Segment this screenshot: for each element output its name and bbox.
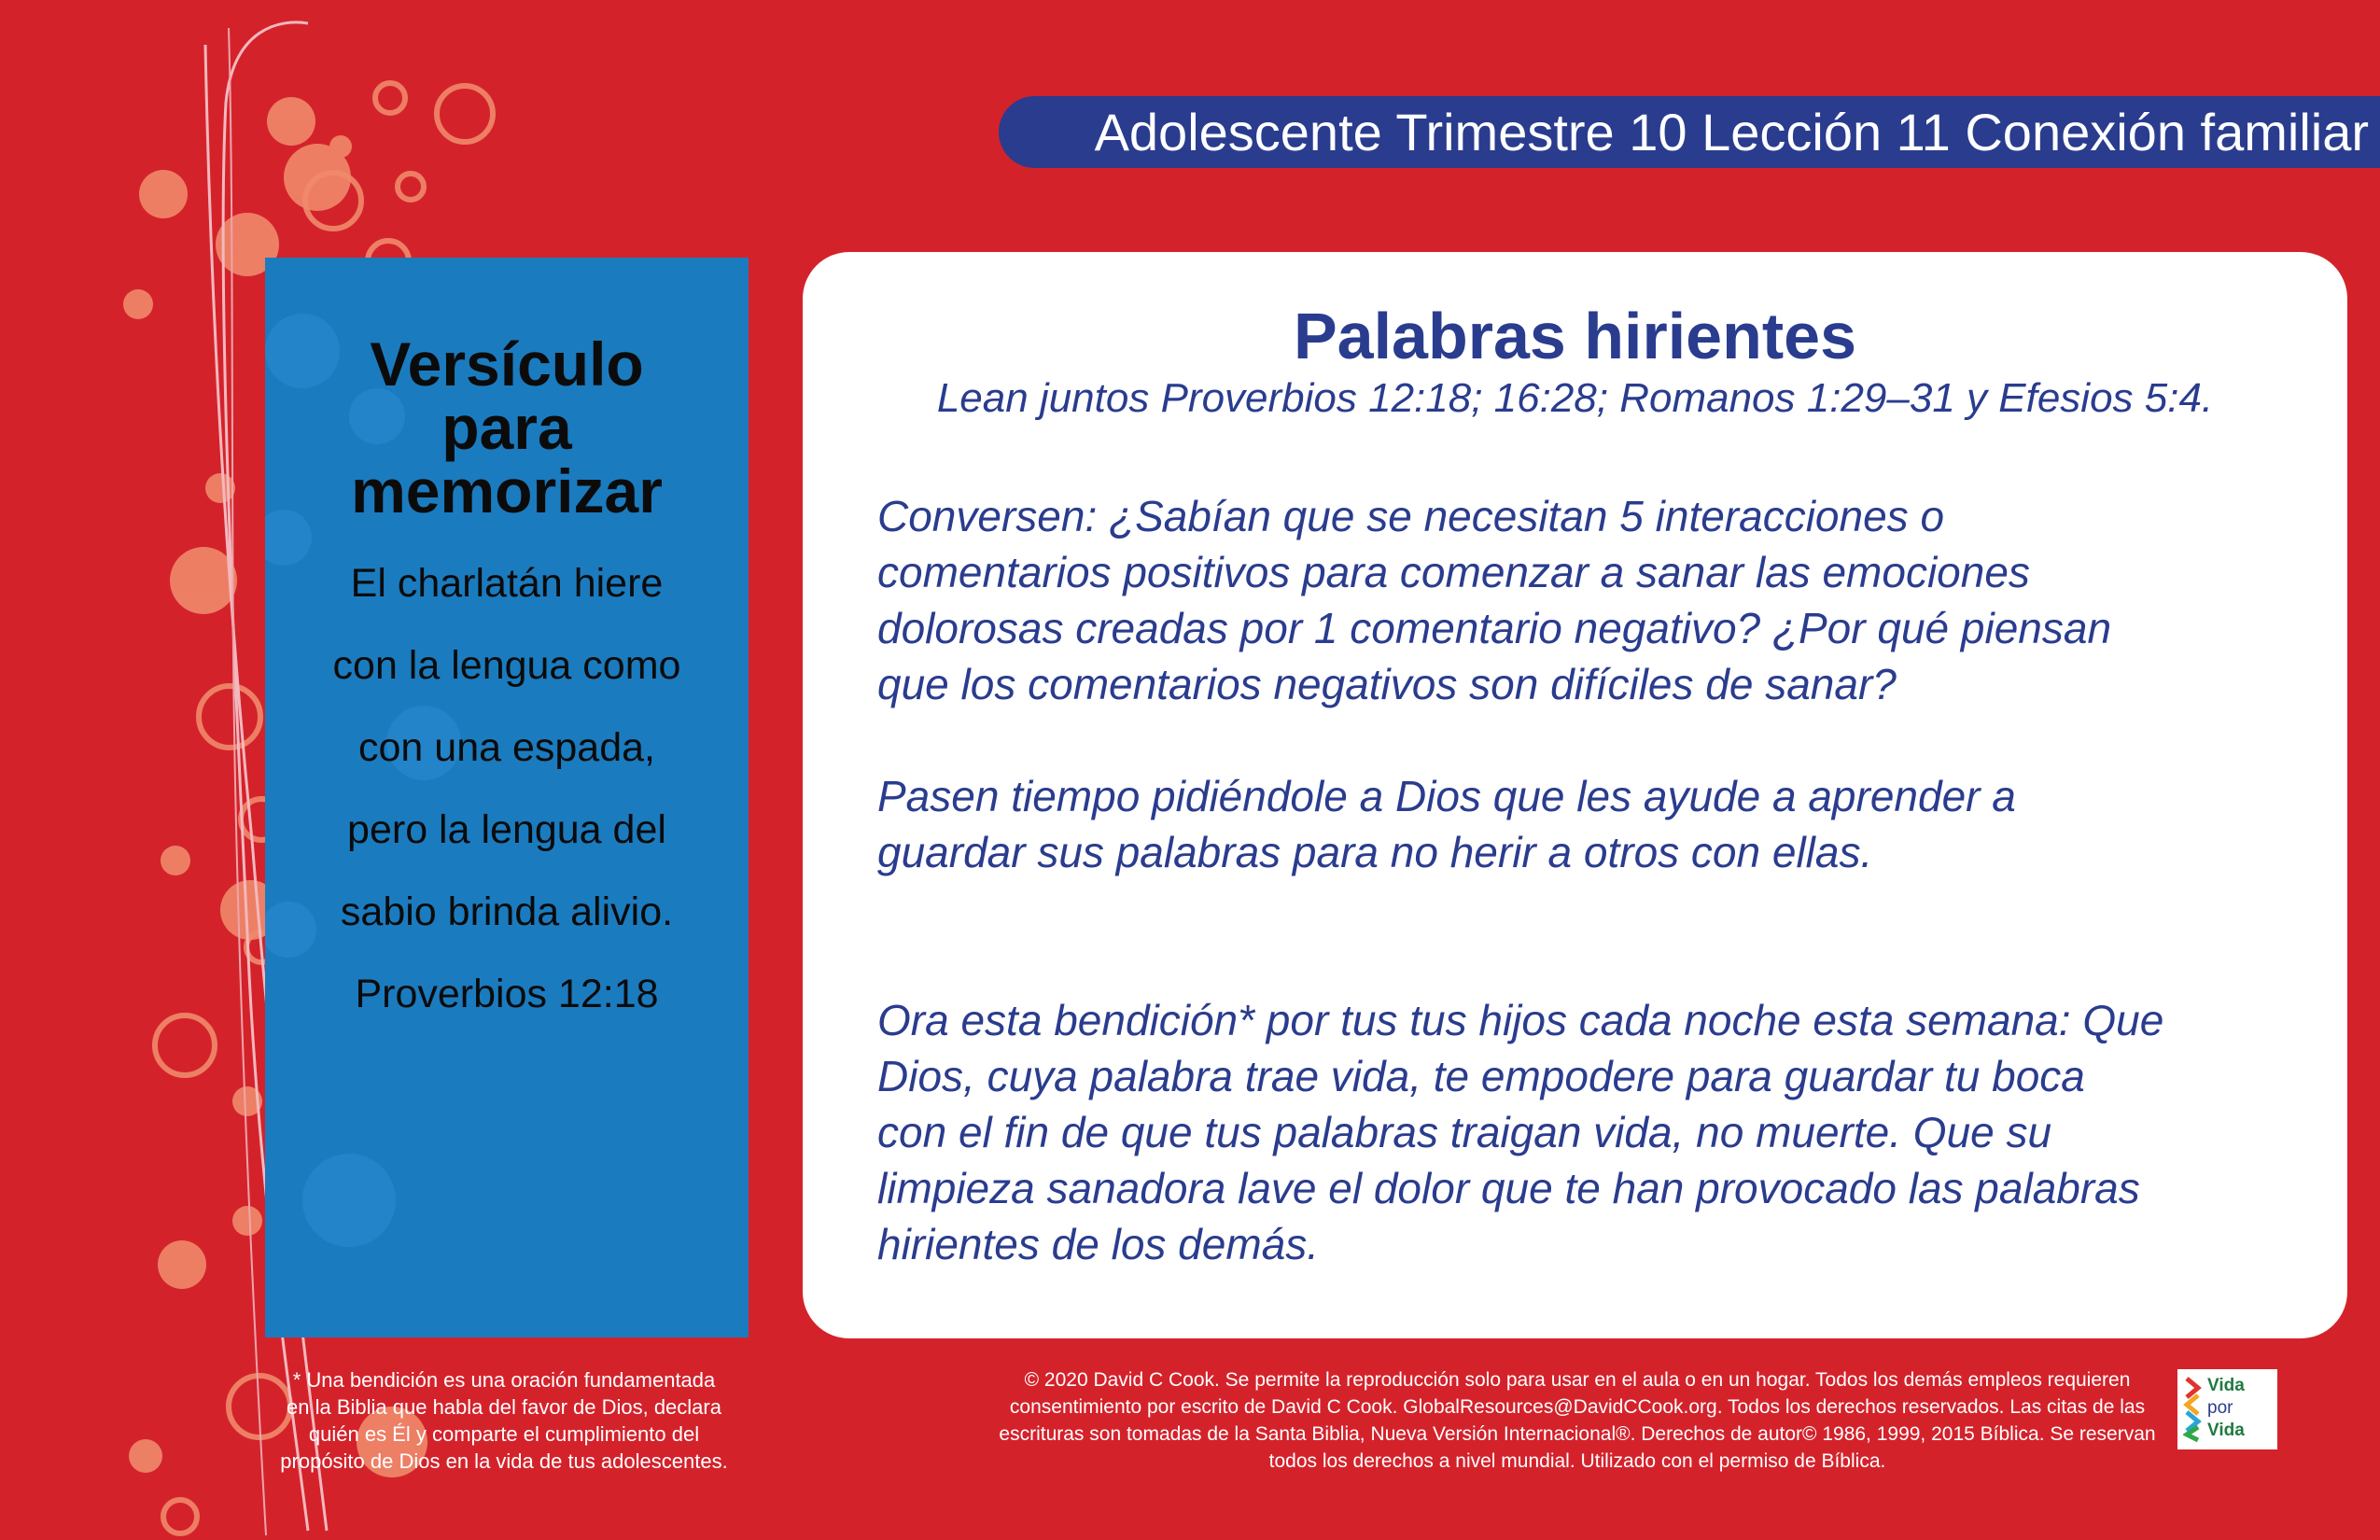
footnote-line: propósito de Dios en la vida de tus adolescentes. bbox=[280, 1449, 728, 1473]
logo-word: por bbox=[2207, 1398, 2233, 1418]
paragraph-line: dolorosas creadas por 1 comentario negativo? ¿Por qué piensan bbox=[877, 604, 2112, 652]
copyright-line: © 2020 David C Cook. Se permite la reproducción solo para usar en el aula o en un hogar. Todos los demás empleos requieren bbox=[1024, 1369, 2131, 1391]
vida-por-vida-logo-icon bbox=[2183, 1375, 2204, 1442]
verse-line: con la lengua como bbox=[332, 643, 681, 688]
paragraph-line: limpieza sanadora lave el dolor que te han provocado las palabras bbox=[877, 1164, 2140, 1212]
heading-line: para bbox=[441, 393, 572, 462]
paragraph-line: Pasen tiempo pidiéndole a Dios que les ayude a aprender a bbox=[877, 772, 2016, 820]
paragraph-line: Conversen: ¿Sabían que se necesitan 5 interacciones o bbox=[877, 492, 1945, 540]
blessing-footnote bbox=[261, 1366, 747, 1475]
verse-line: con una espada, bbox=[358, 725, 655, 770]
discussion-paragraph bbox=[877, 488, 2315, 712]
content-card bbox=[803, 252, 2347, 1338]
prayer-time-paragraph bbox=[877, 768, 2315, 880]
copyright-line: escrituras son tomadas de la Santa Biblia, Nueva Versión Internacional®. Derechos de autor© 1986, 1999, 2015 Bíblica. Se reservan bbox=[999, 1423, 2156, 1445]
paragraph-line: guardar sus palabras para no herir a otros con ellas. bbox=[877, 828, 1873, 876]
logo-text bbox=[2207, 1375, 2245, 1442]
footnote-line: en la Biblia que habla del favor de Dios, declara bbox=[287, 1395, 721, 1419]
verse-line: El charlatán hiere bbox=[350, 561, 664, 606]
verse-line: pero la lengua del bbox=[347, 807, 666, 852]
heading-line: Versículo bbox=[370, 329, 644, 399]
copyright-notice bbox=[812, 1366, 2343, 1475]
verse-line: sabio brinda alivio. bbox=[340, 889, 674, 934]
lesson-header-banner bbox=[999, 96, 2380, 168]
footnote-line: quién es Él y comparte el cumplimiento del bbox=[308, 1422, 700, 1446]
card-subtitle: Lean juntos Proverbios 12:18; 16:28; Romanos 1:29–31 y Efesios 5:4. bbox=[936, 375, 2214, 421]
copyright-line: todos los derechos a nivel mundial. Utilizado con el permiso de Bíblica. bbox=[1268, 1450, 1886, 1472]
heading-line: memorizar bbox=[351, 456, 663, 525]
vida-por-vida-logo bbox=[2177, 1369, 2277, 1449]
paragraph-line: Ora esta bendición* por tus tus hijos cada noche esta semana: Que bbox=[877, 996, 2164, 1044]
paragraph-line: con el fin de que tus palabras traigan vida, no muerte. Que su bbox=[877, 1108, 2052, 1156]
blessing-paragraph bbox=[877, 992, 2315, 1272]
paragraph-line: que los comentarios negativos son difíciles de sanar? bbox=[877, 660, 1897, 708]
memory-verse-panel bbox=[265, 258, 749, 1337]
memory-verse-heading bbox=[265, 329, 749, 525]
logo-word: Vida bbox=[2207, 1376, 2245, 1395]
memory-verse-text bbox=[265, 542, 749, 1035]
paragraph-line: hirientes de los demás. bbox=[877, 1220, 1320, 1268]
verse-reference: Proverbios 12:18 bbox=[355, 972, 659, 1016]
footnote-line: * Una bendición es una oración fundamentada bbox=[292, 1368, 716, 1392]
logo-word: Vida bbox=[2207, 1421, 2245, 1440]
card-title: Palabras hirientes bbox=[1293, 300, 1857, 372]
paragraph-line: comentarios positivos para comenzar a sanar las emociones bbox=[877, 548, 2030, 596]
lesson-title: Adolescente Trimestre 10 Lección 11 Conexión familiar bbox=[1094, 103, 2369, 161]
paragraph-line: Dios, cuya palabra trae vida, te empodere para guardar tu boca bbox=[877, 1052, 2085, 1100]
copyright-line: consentimiento por escrito de David C Cook. GlobalResources@DavidCCook.org. Todos los derechos reservados. Las citas de las bbox=[1009, 1396, 2146, 1418]
